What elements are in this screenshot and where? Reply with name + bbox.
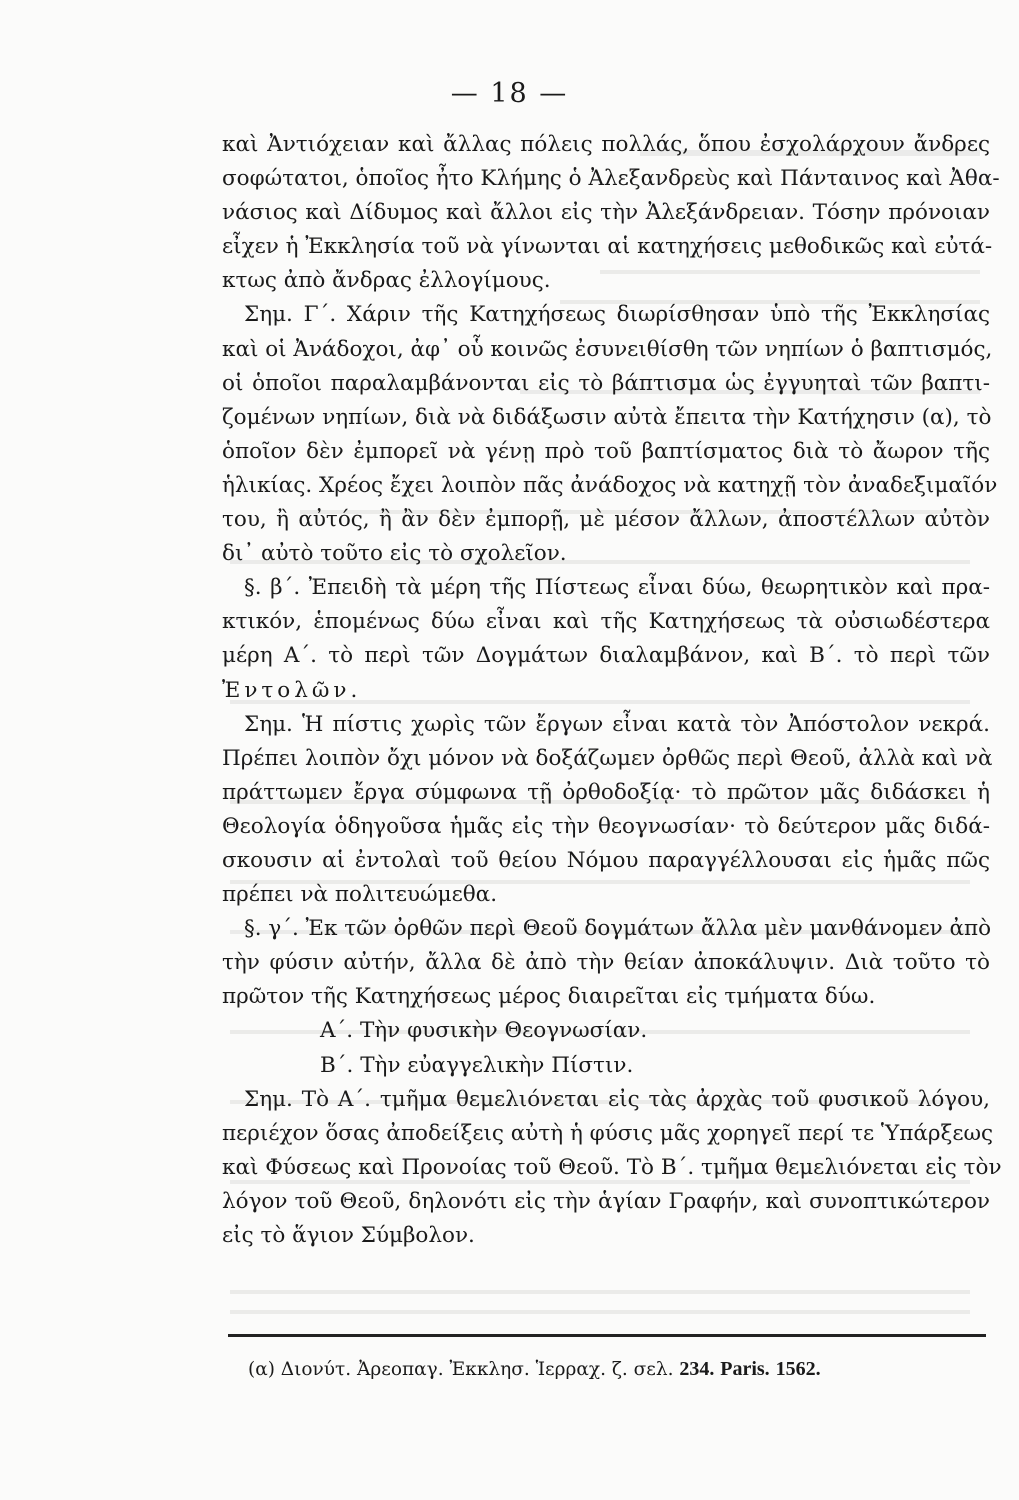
text-line: καὶ Φύσεως καὶ Προνοίας τοῦ Θεοῦ. Τὸ Β΄. τμῆμα θεμελιόνεται εἰς τὸν <box>222 1154 1002 1180</box>
text-line: καὶ Ἀντιόχειαν καὶ ἄλλας πόλεις πολλάς, ὅπου ἐσχολάρχουν ἄνδρες <box>222 132 990 157</box>
text-line: ἡλικίας. Χρέος ἔχει λοιπὸν πᾶς ἀνάδοχος νὰ κατηχῇ τὸν ἀναδεξιμαῖόν <box>222 472 998 498</box>
text-line: καὶ οἱ Ἀνάδοχοι, ἀφ᾽ οὗ κοινῶς ἐσυνειθίσθη τῶν νηπίων ὁ βαπτισμός, <box>222 336 993 362</box>
text-line: σοφώτατοι, ὁποῖος ἦτο Κλήμης ὁ Ἀλεξανδρεὺς καὶ Πάνταινος καὶ Ἀθα- <box>222 166 1000 192</box>
text-line: πρέπει νὰ πολιτευώμεθα. <box>222 882 498 908</box>
footnote-year: 1562. <box>775 1358 821 1380</box>
text-line: οἱ ὁποῖοι παραλαμβάνονται εἰς τὸ βάπτισμα ὡς ἐγγυηταὶ τῶν βαπτι- <box>222 370 990 396</box>
text-line: νάσιος καὶ Δίδυμος καὶ ἄλλοι εἰς τὴν Ἀλεξάνδρειαν. Τόσην πρόνοιαν <box>222 200 990 226</box>
text-line: κτως ἀπὸ ἄνδρας ἐλλογίμους. <box>222 268 551 294</box>
page-number: — 18 — <box>450 78 569 109</box>
note-heading: Σημ. Τὸ Α΄. τμῆμα θεμελιόνεται εἰς τὰς ἀρχὰς τοῦ φυσικοῦ λόγου, <box>244 1086 990 1112</box>
text-line: του, ἢ αὐτός, ἢ ἂν δὲν ἐμπορῇ, μὲ μέσον ἄλλων, ἀποστέλλων αὐτὸν <box>222 507 990 533</box>
text-line: κτικόν, ἑπομένως δύω εἶναι καὶ τῆς Κατηχήσεως τὰ οὐσιωδέστερα <box>222 609 990 635</box>
text-line: εἰς τὸ ἅγιον Σύμβολον. <box>222 1223 475 1248</box>
text-line: Ἐντολῶν. <box>222 677 362 703</box>
section-beta-heading: §. β΄. Ἐπειδὴ τὰ μέρη τῆς Πίστεως εἶναι δύω, θεωρητικὸν καὶ πρα- <box>244 575 990 601</box>
note-gamma-heading: Σημ. Γ΄. Χάριν τῆς Κατηχήσεως διωρίσθησαν ὑπὸ τῆς Ἐκκλησίας <box>244 302 990 328</box>
text-line: ὁποῖον δὲν ἐμπορεῖ νὰ γένῃ πρὸ τοῦ βαπτίσματος διὰ τὸ ἄωρον τῆς <box>222 438 990 464</box>
text-line: μέρη Α΄. τὸ περὶ τῶν Δογμάτων διαλαμβάνον, καὶ Β΄. τὸ περὶ τῶν <box>222 643 990 669</box>
text-line: περιέχον ὅσας ἀποδείξεις αὐτὴ ἡ φύσις μᾶς χορηγεῖ περί τε Ὑπάρξεως <box>222 1120 994 1146</box>
text-line: πρῶτον τῆς Κατηχήσεως μέρος διαιρεῖται εἰς τμήματα δύω. <box>222 984 876 1010</box>
text-line: δι᾽ αὐτὸ τοῦτο εἰς τὸ σχολεῖον. <box>222 541 567 567</box>
footnote-page: 234. <box>679 1358 715 1380</box>
list-item-b: Β΄. Τὴν εὐαγγελικὴν Πίστιν. <box>320 1052 634 1078</box>
text-line: εἶχεν ἡ Ἐκκλησία τοῦ νὰ γίνωνται αἱ κατηχήσεις μεθοδικῶς καὶ εὐτά- <box>222 234 993 260</box>
text-line: λόγον τοῦ Θεοῦ, δηλονότι εἰς τὴν ἁγίαν Γραφήν, καὶ συνοπτικώτερον <box>222 1188 990 1214</box>
text-line: πράττωμεν ἔργα σύμφωνα τῇ ὀρθοδοξίᾳ· τὸ πρῶτον μᾶς διδάσκει ἡ <box>222 779 990 805</box>
text-line: τὴν φύσιν αὐτήν, ἄλλα δὲ ἀπὸ τὴν θείαν ἀποκάλυψιν. Διὰ τοῦτο τὸ <box>222 950 990 976</box>
text-line: Πρέπει λοιπὸν ὄχι μόνον νὰ δοξάζωμεν ὀρθῶς περὶ Θεοῦ, ἀλλὰ καὶ νὰ <box>222 745 993 771</box>
note-heading: Σημ. Ἡ πίστις χωρὶς τῶν ἔργων εἶναι κατὰ τὸν Ἀπόστολον νεκρά. <box>244 711 990 737</box>
text-line: ζομένων νηπίων, διὰ νὰ διδάξωσιν αὐτὰ ἔπειτα τὴν Κατήχησιν (α), τὸ <box>222 404 992 430</box>
list-item-a: Α΄. Τὴν φυσικὴν Θεογνωσίαν. <box>320 1018 648 1044</box>
text-line: σκουσιν αἱ ἐντολαὶ τοῦ θείου Νόμου παραγγέλλουσαι εἰς ἡμᾶς πῶς <box>222 847 990 873</box>
text-line: Θεολογία ὁδηγοῦσα ἡμᾶς εἰς τὴν θεογνωσίαν· τὸ δεύτερον μᾶς διδά- <box>222 813 990 839</box>
text-body <box>222 128 1002 1253</box>
footnote <box>248 1356 988 1383</box>
footnote-text: (α) Διονύτ. Ἀρεοπαγ. Ἐκκλησ. Ἱερραχ. ζ. σελ. <box>248 1359 674 1380</box>
footnote-divider <box>228 1334 986 1337</box>
section-gamma-heading: §. γ΄. Ἐκ τῶν ὀρθῶν περὶ Θεοῦ δογμάτων ἄλλα μὲν μανθάνομεν ἀπὸ <box>244 916 992 942</box>
footnote-place: Paris. <box>720 1358 770 1380</box>
